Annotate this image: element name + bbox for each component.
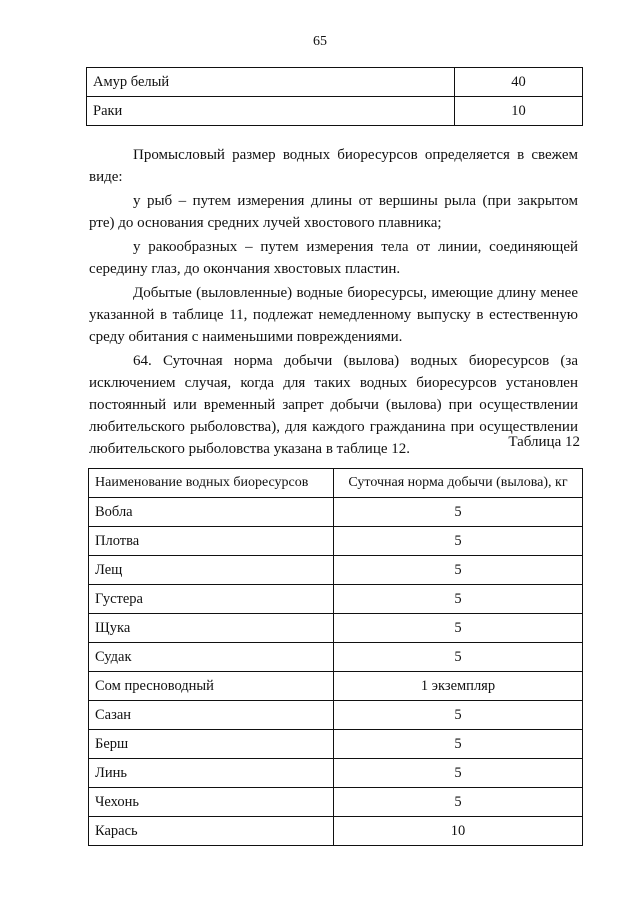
- species-norm: 5: [334, 788, 583, 817]
- column-header-norm: Суточная норма добычи (вылова), кг: [334, 469, 583, 498]
- species-norm: 1 экземпляр: [334, 672, 583, 701]
- table-row: [89, 585, 583, 614]
- species-name: Вобла: [89, 498, 334, 527]
- paragraph: у рыб – путем измерения длины от вершины рыла (при закрытом рте) до основания средних лучей хвостового плавника;: [89, 193, 578, 231]
- table-row: [89, 527, 583, 556]
- species-name: Густера: [89, 585, 334, 614]
- table-row: [89, 817, 583, 846]
- table-row: [89, 701, 583, 730]
- table-row: [89, 788, 583, 817]
- table-row: [89, 759, 583, 788]
- species-name: Берш: [89, 730, 334, 759]
- species-norm: 5: [334, 498, 583, 527]
- species-norm: 5: [334, 556, 583, 585]
- paragraph: у ракообразных – путем измерения тела от линии, соединяющей середину глаз, до окончания хвостовых пластин.: [89, 239, 578, 277]
- continued-table: [86, 67, 583, 126]
- species-norm: 5: [334, 643, 583, 672]
- table-row: [89, 730, 583, 759]
- species-norm: 5: [334, 527, 583, 556]
- table-caption: Таблица 12: [508, 434, 580, 450]
- species-name: Плотва: [89, 527, 334, 556]
- table-row: [89, 556, 583, 585]
- table-header-row: [89, 469, 583, 498]
- table-row: [89, 614, 583, 643]
- table-row: [89, 672, 583, 701]
- species-name: Сом пресноводный: [89, 672, 334, 701]
- species-name: Судак: [89, 643, 334, 672]
- table-row: [89, 498, 583, 527]
- species-value: 40: [455, 68, 583, 97]
- species-name: Линь: [89, 759, 334, 788]
- column-header-name: Наименование водных биоресурсов: [89, 469, 334, 498]
- species-name: Лещ: [89, 556, 334, 585]
- page-number: 65: [313, 34, 327, 49]
- species-name: Щука: [89, 614, 334, 643]
- table-row: [89, 643, 583, 672]
- species-name: Карась: [89, 817, 334, 846]
- species-name: Раки: [87, 97, 455, 126]
- paragraph: Промысловый размер водных биоресурсов определяется в свежем виде:: [89, 147, 578, 185]
- species-value: 10: [455, 97, 583, 126]
- species-norm: 5: [334, 585, 583, 614]
- species-name: Чехонь: [89, 788, 334, 817]
- species-norm: 5: [334, 730, 583, 759]
- table-row: [87, 68, 583, 97]
- table-row: [87, 97, 583, 126]
- catch-limit-table: [88, 468, 583, 846]
- species-name: Сазан: [89, 701, 334, 730]
- species-name: Амур белый: [87, 68, 455, 97]
- body-text: [89, 144, 578, 460]
- species-norm: 5: [334, 759, 583, 788]
- species-norm: 10: [334, 817, 583, 846]
- paragraph: 64. Суточная норма добычи (вылова) водных биоресурсов (за исключением случая, когда для таких водных биоресурсов установлен постоянный или временный запрет добычи (вылова) при осуществлении любительского рыболовства), для каждого гражданина при осуществлении любительского рыболовства указана в таблице 12.: [89, 353, 578, 457]
- paragraph: Добытые (выловленные) водные биоресурсы, имеющие длину менее указанной в таблице 11, подлежат немедленному выпуску в естественную среду обитания с наименьшими повреждениями.: [89, 285, 578, 345]
- species-norm: 5: [334, 701, 583, 730]
- species-norm: 5: [334, 614, 583, 643]
